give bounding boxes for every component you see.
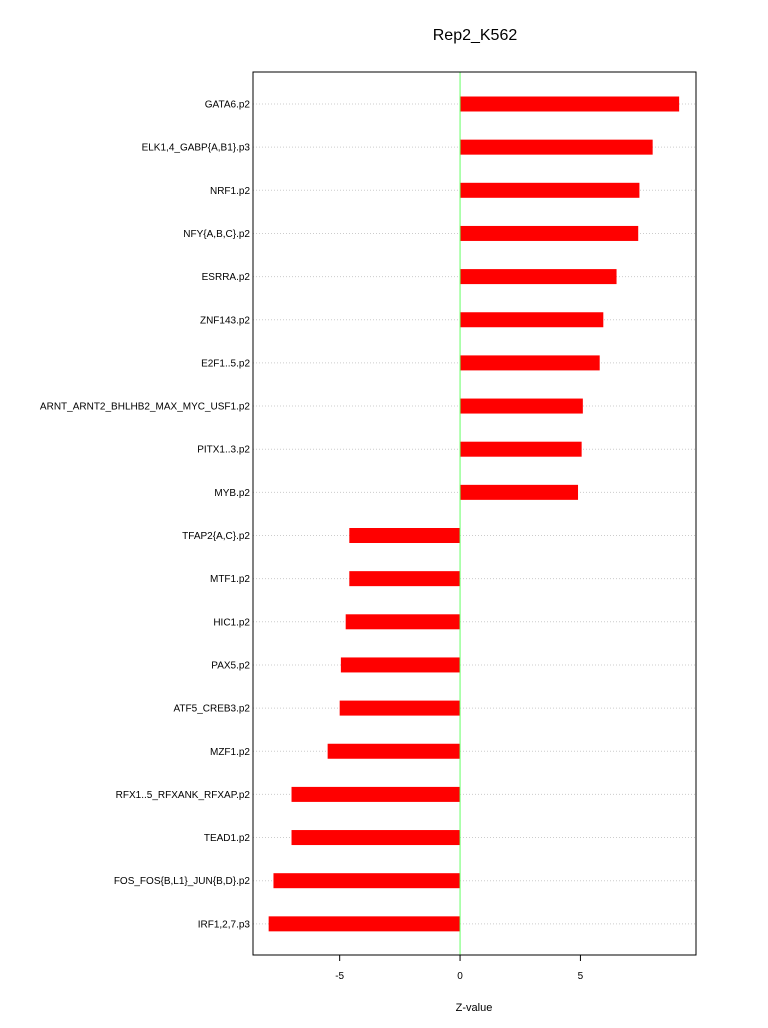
x-tick-label: 5	[577, 971, 584, 982]
category-label: MYB.p2	[214, 487, 250, 499]
bar	[269, 916, 460, 931]
bar	[460, 269, 616, 284]
category-label: PITX1..3.p2	[197, 444, 250, 456]
bar	[460, 97, 679, 112]
plot-frame	[253, 72, 696, 955]
bar	[292, 830, 461, 845]
bar	[349, 571, 460, 586]
bar	[340, 701, 460, 716]
x-axis-label: Z-value	[455, 1002, 493, 1014]
category-label: TFAP2{A,C}.p2	[182, 531, 250, 542]
category-label: RFX1..5_RFXANK_RFXAP.p2	[115, 789, 250, 801]
bar	[460, 140, 653, 155]
bar	[346, 614, 460, 629]
bar	[349, 528, 460, 543]
chart-title: Rep2_K562	[432, 27, 518, 44]
bar	[328, 744, 460, 759]
x-axis	[335, 955, 583, 982]
category-label: ELK1,4_GABP{A,B1}.p3	[141, 142, 250, 154]
category-label: TEAD1.p2	[203, 833, 250, 845]
category-label: ARNT_ARNT2_BHLHB2_MAX_MYC_USF1.p2	[39, 401, 250, 413]
category-label: PAX5.p2	[211, 660, 250, 672]
bar	[460, 442, 582, 457]
category-label: IRF1,2,7.p3	[197, 919, 250, 931]
bars	[269, 97, 679, 932]
x-tick-label: 0	[457, 971, 463, 982]
category-label: HIC1.p2	[213, 617, 250, 629]
bar	[460, 355, 600, 370]
category-label: ESRRA.p2	[201, 272, 250, 284]
x-tick-label: -5	[335, 971, 345, 982]
bar	[460, 399, 583, 414]
category-label: NRF1.p2	[209, 185, 250, 197]
category-label: ZNF143.p2	[199, 315, 250, 327]
category-label: NFY{A,B,C}.p2	[183, 228, 250, 240]
category-label: MTF1.p2	[209, 574, 250, 586]
category-label: ATF5_CREB3.p2	[173, 703, 250, 715]
bar	[460, 183, 639, 198]
bar	[460, 312, 603, 327]
bar	[460, 485, 578, 500]
bar	[292, 787, 461, 802]
category-label: MZF1.p2	[209, 746, 250, 758]
category-label: E2F1..5.p2	[201, 358, 250, 370]
category-labels	[40, 100, 251, 931]
category-label: GATA6.p2	[204, 99, 250, 111]
bar	[460, 226, 638, 241]
category-label: FOS_FOS{B,L1}_JUN{B,D}.p2	[113, 876, 250, 888]
bar	[273, 873, 460, 888]
bar	[341, 657, 460, 672]
